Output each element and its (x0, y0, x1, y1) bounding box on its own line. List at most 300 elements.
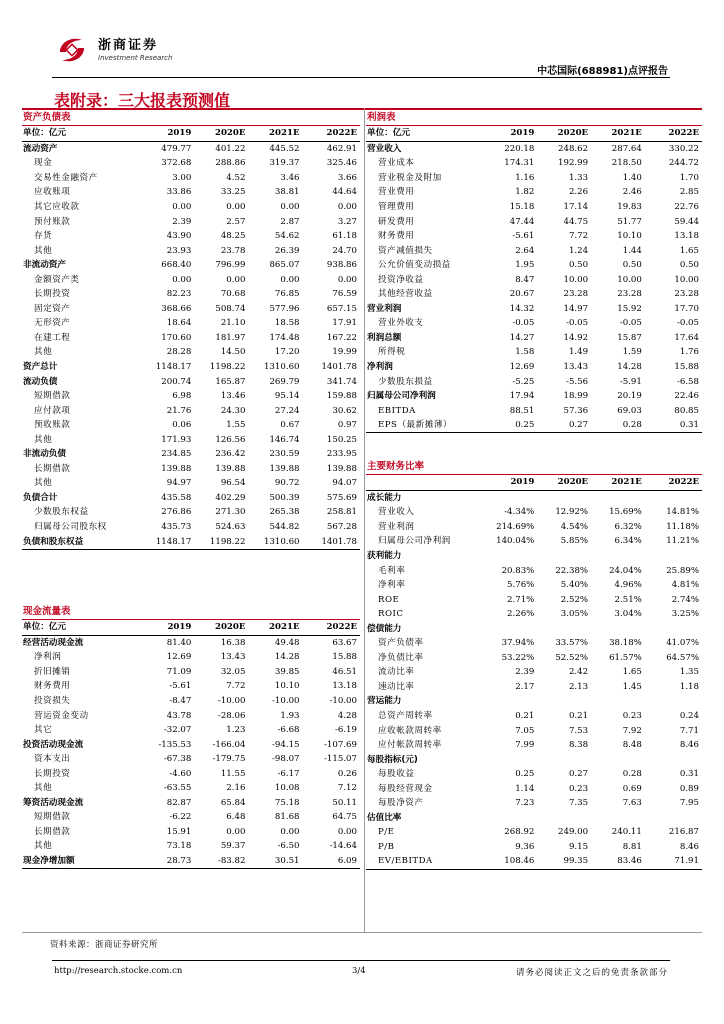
cell-value: 575.69 (326, 492, 357, 503)
cell-value: -115.07 (324, 754, 357, 765)
table-row (366, 214, 702, 229)
cell-value (645, 752, 702, 767)
cell-value: 3.00 (172, 172, 192, 183)
column-divider (364, 108, 365, 932)
cell-value: 28.28 (166, 347, 192, 358)
cell-value: 17.64 (674, 332, 699, 343)
cell-value: 214.69% (496, 521, 535, 532)
row-label: 预收账款 (34, 420, 71, 431)
cell-value: 2.39 (172, 216, 192, 227)
cell-value: 139.88 (269, 463, 300, 474)
footer-divider (22, 932, 702, 933)
cell-value: 22.76 (674, 202, 699, 212)
table-row (366, 302, 702, 317)
year-header: 2022E (303, 620, 360, 635)
cell-value: 0.00 (226, 274, 246, 285)
cell-value: 81.40 (166, 637, 192, 648)
table-row (366, 854, 702, 869)
table-row (366, 185, 702, 200)
cell-value: 1310.60 (248, 534, 302, 549)
cell-value: 65.84 (220, 797, 246, 808)
cell-value: 938.86 (326, 260, 357, 271)
cell-value: 108.46 (487, 854, 537, 869)
cell-value: 33.86 (166, 187, 192, 198)
cell-value: 0.67 (280, 420, 300, 431)
row-label: 投资活动现金流 (23, 739, 84, 750)
cell-value: 1.59 (622, 347, 642, 358)
cell-value: 139.88 (161, 463, 192, 474)
cell-value: 0.00 (337, 274, 357, 285)
row-label: 应收帐款周转率 (378, 725, 442, 736)
row-label: 流动负债 (23, 376, 58, 387)
table-row (22, 723, 360, 738)
cell-value: 76.85 (274, 289, 300, 300)
cell-value: -0.05 (676, 318, 699, 329)
cell-value: 0.00 (280, 274, 300, 285)
cell-value: -98.07 (272, 754, 300, 765)
cell-value: 38.81 (274, 187, 300, 198)
cell-value: 12.69 (509, 362, 535, 373)
cell-value: 1148.17 (155, 362, 192, 373)
row-label: 负债和股东权益 (22, 534, 144, 549)
year-header: 2019 (144, 126, 195, 141)
cell-value: -28.06 (217, 710, 246, 721)
table-row (366, 171, 702, 186)
cell-value: 41.07% (666, 638, 699, 649)
cell-value: 146.74 (269, 434, 300, 445)
table-row (366, 563, 702, 578)
row-label: 现金 (34, 158, 53, 169)
row-label: 归属母公司净利润 (367, 391, 436, 402)
cell-value: 44.64 (332, 187, 357, 198)
cell-value: 1.95 (515, 260, 535, 271)
cell-value: 24.04% (609, 565, 642, 576)
cell-value (487, 694, 537, 709)
cell-value: 14.92 (563, 332, 589, 343)
cell-value: 5.76% (507, 580, 535, 591)
cashflow-statement (22, 604, 360, 869)
cell-value: -5.56 (566, 376, 589, 387)
cell-value: 0.27 (537, 418, 591, 433)
balance-sheet (22, 110, 360, 550)
cell-value: 11.21% (666, 536, 699, 547)
row-label: 流动资产 (23, 143, 58, 154)
cell-value: 2.46 (622, 187, 642, 198)
table-row (366, 200, 702, 215)
cell-value: 16.38 (220, 637, 246, 648)
table-row (22, 432, 360, 447)
cell-value: 10.00 (674, 274, 699, 285)
cell-value: 63.67 (332, 637, 357, 648)
row-label: 其他 (34, 434, 53, 445)
table-row (22, 141, 360, 156)
cell-value: 10.08 (274, 783, 300, 794)
cell-value: 0.23 (622, 711, 642, 722)
cell-value (645, 621, 702, 636)
table-row (366, 781, 702, 796)
cell-value: 81.68 (274, 812, 300, 823)
cell-value: 10.10 (274, 681, 300, 692)
cell-value (645, 549, 702, 564)
cell-value: 139.88 (326, 463, 357, 474)
cell-value: 7.05 (515, 725, 535, 736)
table-row (22, 418, 360, 433)
table-header-row (22, 620, 360, 635)
cell-value: 13.43 (220, 652, 246, 663)
cell-value: -4.60 (169, 768, 192, 779)
cell-value: 3.05% (560, 609, 589, 620)
cell-value: 139.88 (215, 463, 246, 474)
website-link[interactable]: http://research.stocke.com.cn (54, 966, 183, 976)
table-row (366, 738, 702, 753)
cell-value: 244.72 (668, 158, 699, 169)
cell-value: 7.92 (622, 725, 642, 736)
cell-value: 0.06 (172, 420, 192, 431)
cell-value: 13.18 (674, 231, 699, 242)
cell-value: 18.99 (563, 391, 589, 402)
table-row (366, 621, 702, 636)
table-row (366, 694, 702, 709)
cell-value: 23.28 (674, 289, 699, 300)
row-label: 资本支出 (34, 754, 71, 765)
cell-value: 524.63 (215, 522, 246, 533)
year-header: 2020E (194, 620, 248, 635)
cell-value: -135.53 (158, 739, 192, 750)
cell-value: 2.39 (515, 667, 535, 678)
cell-value: 7.53 (568, 725, 589, 736)
cell-value: 94.97 (166, 478, 192, 489)
header-divider (52, 77, 670, 78)
cell-value: 11.55 (220, 768, 246, 779)
cell-value: 44.75 (563, 216, 589, 227)
cell-value: 23.28 (563, 289, 589, 300)
table-row (366, 811, 702, 826)
cell-value: 5.40% (560, 580, 589, 591)
cell-value: 271.30 (215, 507, 246, 518)
cell-value: 23.28 (617, 289, 642, 300)
cell-value: 17.20 (274, 347, 300, 358)
cell-value: 17.91 (332, 318, 357, 329)
cell-value: -67.38 (163, 754, 192, 765)
cell-value: 1.16 (515, 172, 535, 183)
cell-value: 99.35 (537, 854, 591, 869)
cell-value: 37.94% (501, 638, 535, 649)
cell-value: 1.55 (226, 420, 246, 431)
row-label: 净利率 (378, 580, 406, 591)
cell-value (591, 621, 645, 636)
row-label: 其他 (34, 841, 53, 852)
cell-value: 2.42 (568, 667, 589, 678)
year-header: 2020E (537, 475, 591, 490)
cell-value: 577.96 (269, 303, 300, 314)
unit-label: 单位：亿元 (22, 620, 144, 635)
cell-value: 0.31 (645, 418, 702, 433)
table-row (22, 476, 360, 491)
cell-value: 15.88 (332, 652, 357, 663)
cell-value: 220.18 (504, 143, 535, 154)
cell-value: 4.28 (337, 710, 357, 721)
cell-value: 1.33 (568, 172, 589, 183)
table-row (366, 272, 702, 287)
cell-value: 319.37 (269, 158, 300, 169)
cell-value: 73.18 (166, 841, 192, 852)
table-row (22, 665, 360, 680)
row-label: 在建工程 (34, 332, 71, 343)
cell-value: 9.15 (568, 841, 589, 852)
row-label: 短期借款 (34, 812, 71, 823)
zheshang-logo-icon (54, 34, 90, 66)
cell-value: 23.93 (166, 245, 192, 256)
row-label: 每股净资产 (378, 798, 424, 809)
cell-value: 26.39 (274, 245, 300, 256)
cell-value: 7.72 (568, 231, 589, 242)
cell-value: 22.46 (674, 391, 699, 402)
year-header: 2022E (303, 126, 360, 141)
row-label: ROIC (378, 609, 404, 620)
cell-value: 3.04% (614, 609, 642, 620)
cell-value: 167.22 (326, 332, 357, 343)
cell-value: 20.19 (617, 391, 642, 402)
cell-value: 2.57 (226, 216, 246, 227)
cell-value: 27.24 (274, 405, 300, 416)
cell-value: 330.22 (668, 143, 699, 154)
cell-value: 248.62 (558, 143, 589, 154)
cell-value (537, 621, 591, 636)
table-row (22, 650, 360, 665)
cell-value: 269.79 (269, 376, 300, 387)
table-row (366, 520, 702, 535)
cell-value: 544.82 (269, 522, 300, 533)
cell-value: 0.25 (487, 418, 537, 433)
cell-value: 64.75 (332, 812, 357, 823)
cell-value: 402.29 (215, 492, 246, 503)
cell-value: 0.50 (568, 260, 589, 271)
cell-value: 15.88 (674, 362, 699, 373)
cell-value: 0.00 (280, 826, 300, 837)
cell-value (591, 752, 645, 767)
cell-value: 657.15 (326, 303, 357, 314)
cell-value: 0.50 (622, 260, 642, 271)
cell-value: 52.52% (555, 652, 589, 663)
cell-value: 17.94 (509, 391, 535, 402)
year-header: 2021E (591, 475, 645, 490)
row-label: 现金净增加额 (22, 854, 144, 869)
table-row (366, 316, 702, 331)
cell-value: 865.07 (269, 260, 300, 271)
year-header: 2022E (645, 475, 702, 490)
cell-value: 18.58 (274, 318, 300, 329)
table-row (366, 549, 702, 564)
table-row (22, 839, 360, 854)
cell-value: -5.91 (619, 376, 642, 387)
row-label: 营业费用 (378, 187, 415, 198)
row-label: 每股收益 (378, 769, 415, 780)
cell-value: 668.40 (161, 260, 192, 271)
row-label: 投资净收益 (378, 274, 424, 285)
cell-value: 126.56 (215, 434, 246, 445)
cell-value: -6.19 (334, 725, 357, 736)
cell-value: 268.92 (504, 827, 535, 838)
cell-value: 2.87 (280, 216, 300, 227)
cell-value: 19.99 (332, 347, 357, 358)
table-row (366, 752, 702, 767)
year-header: 2020E (194, 126, 248, 141)
cell-value: 61.57% (609, 652, 642, 663)
cell-value: 7.63 (622, 798, 642, 809)
table-row (22, 635, 360, 650)
unit-label: 单位：亿元 (22, 126, 144, 141)
row-label: 营业利润 (367, 303, 402, 314)
row-label: 长期借款 (34, 826, 71, 837)
ratios-table (366, 475, 702, 870)
cell-value: 8.48 (622, 740, 642, 751)
cell-value: 1.45 (622, 681, 642, 692)
cell-value: 71.91 (645, 854, 702, 869)
cell-value: 30.62 (332, 405, 357, 416)
cell-value: 9.36 (515, 841, 535, 852)
ratios-title: 主要财务比率 (366, 459, 702, 475)
row-label: 其他 (34, 245, 53, 256)
cell-value: 30.51 (248, 854, 302, 869)
table-header-row (366, 126, 702, 141)
cell-value: 240.11 (611, 827, 642, 838)
cell-value: 53.22% (501, 652, 535, 663)
table-row (22, 491, 360, 506)
row-label: 负债合计 (23, 492, 58, 503)
row-label: 其它应收款 (34, 202, 80, 212)
cell-value (537, 752, 591, 767)
cell-value: 3.27 (337, 216, 357, 227)
cell-value: 70.68 (220, 289, 246, 300)
cell-value: 0.00 (226, 202, 246, 212)
row-label: 资产负债率 (378, 638, 424, 649)
cell-value (591, 811, 645, 826)
row-label: 偿债能力 (367, 623, 402, 634)
unit-label (366, 475, 487, 490)
income-table (366, 126, 702, 433)
cell-value: 276.86 (161, 507, 192, 518)
cell-value: -83.82 (194, 854, 248, 869)
cell-value: 38.18% (609, 638, 642, 649)
table-row (22, 272, 360, 287)
cell-value: -179.75 (212, 754, 246, 765)
income-statement (366, 110, 702, 433)
cell-value (537, 490, 591, 505)
table-row (22, 229, 360, 244)
cell-value: 174.31 (504, 158, 535, 169)
cell-value: 1198.22 (209, 362, 246, 373)
cell-value (487, 549, 537, 564)
cell-value: 8.81 (622, 841, 642, 852)
document-title: 中芯国际(688981)点评报告 (537, 66, 668, 77)
cell-value: 18.64 (166, 318, 192, 329)
cell-value: 181.97 (215, 332, 246, 343)
cell-value: 0.31 (679, 769, 699, 780)
cell-value: -32.07 (163, 725, 192, 736)
cell-value: 10.00 (563, 274, 589, 285)
cell-value: 39.85 (274, 666, 300, 677)
row-label: 利润总额 (367, 332, 402, 343)
cell-value: 249.00 (558, 827, 589, 838)
cell-value (537, 811, 591, 826)
cell-value: 0.28 (591, 418, 645, 433)
cell-value: 22.38% (555, 565, 589, 576)
cell-value: 0.00 (337, 202, 357, 212)
table-row (22, 214, 360, 229)
cell-value (537, 549, 591, 564)
row-label: 交易性金融资产 (34, 172, 98, 183)
cell-value: 165.87 (215, 376, 246, 387)
cell-value: -5.25 (512, 376, 535, 387)
cell-value: 2.26 (568, 187, 589, 198)
row-label: 应付款项 (34, 405, 71, 416)
cell-value: 1198.22 (194, 534, 248, 549)
cell-value: 4.54% (560, 521, 589, 532)
cell-value: -6.58 (676, 376, 699, 387)
cell-value: 88.51 (509, 405, 535, 416)
cashflow-table (22, 620, 360, 869)
brand-name-en: Investment Research (98, 54, 173, 62)
cell-value: 7.12 (337, 783, 357, 794)
cell-value: 1148.17 (144, 534, 195, 549)
cell-value: 82.87 (166, 797, 192, 808)
row-label: 每股指标(元) (367, 754, 418, 765)
cell-value: 1.40 (622, 172, 642, 183)
cell-value: 15.69% (609, 507, 642, 518)
row-label: 应付帐款周转率 (378, 740, 442, 751)
table-row (366, 651, 702, 666)
row-label: 每股经营现金 (378, 783, 433, 794)
cell-value: 174.48 (269, 332, 300, 343)
cell-value: 69.03 (617, 405, 642, 416)
table-row (366, 360, 702, 375)
table-row (22, 825, 360, 840)
table-row (366, 636, 702, 651)
cell-value: 0.21 (568, 711, 589, 722)
year-header: 2020E (537, 126, 591, 141)
cell-value: 19.83 (617, 202, 642, 212)
table-row (22, 374, 360, 389)
row-label: 长期投资 (34, 768, 71, 779)
year-header: 2021E (248, 126, 302, 141)
row-label: 其他 (34, 783, 53, 794)
cell-value (537, 694, 591, 709)
table-row (22, 302, 360, 317)
cell-value: -0.05 (566, 318, 589, 329)
cell-value: 1.49 (568, 347, 589, 358)
cell-value: 796.99 (215, 260, 246, 271)
table-row (366, 578, 702, 593)
cell-value: 1.58 (515, 347, 535, 358)
row-label: 非流动资产 (23, 260, 66, 271)
row-label: 短期借款 (34, 391, 71, 402)
table-row (366, 534, 702, 549)
cell-value: 1.18 (679, 681, 699, 692)
cell-value: 24.30 (220, 405, 246, 416)
cell-value: 2.85 (679, 187, 699, 198)
cell-value: 46.51 (332, 666, 357, 677)
cashflow-title: 现金流量表 (22, 604, 360, 620)
table-row (22, 694, 360, 709)
cell-value: 325.46 (326, 158, 357, 169)
cell-value: 0.25 (515, 769, 535, 780)
year-header: 2021E (591, 126, 645, 141)
cell-value: 0.69 (622, 783, 642, 794)
cell-value: 82.23 (166, 289, 192, 300)
income-title: 利润表 (366, 110, 702, 126)
cell-value (645, 490, 702, 505)
row-label: 流动比率 (378, 667, 415, 678)
